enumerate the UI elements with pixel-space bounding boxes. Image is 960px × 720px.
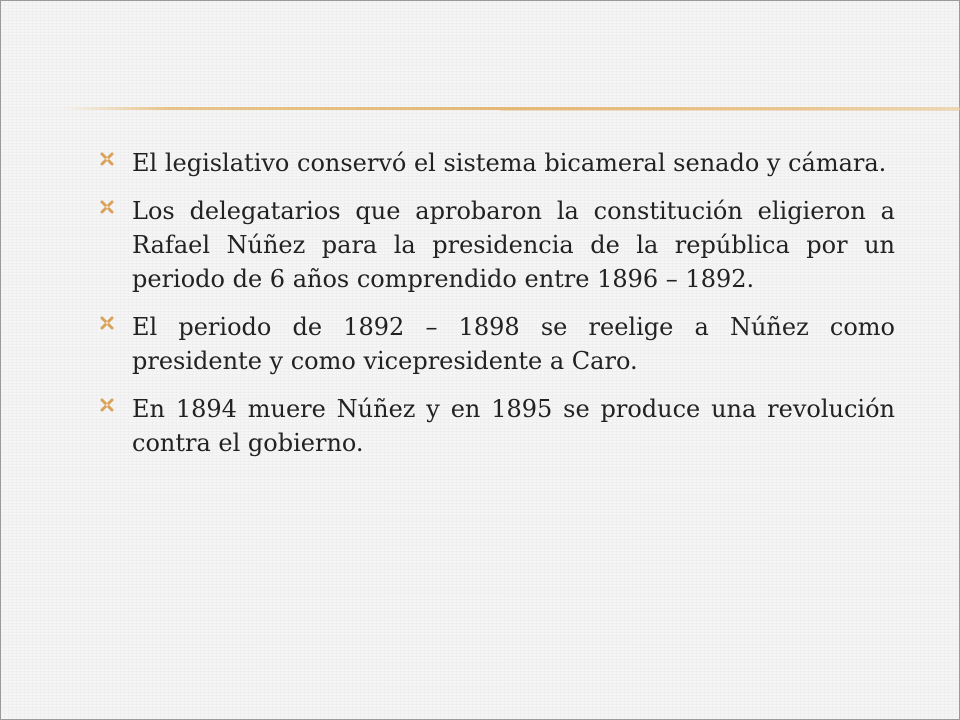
bullet-text: El periodo de 1892 – 1898 se reelige a Núñez como presidente y como vicepresidente a Caro.: [132, 313, 895, 375]
bullet-text: En 1894 muere Núñez y en 1895 se produce una revolución contra el gobierno.: [132, 395, 895, 457]
list-item: [100, 146, 895, 180]
x-cross-icon: [100, 316, 114, 330]
bullet-text: El legislativo conservó el sistema bicameral senado y cámara.: [132, 149, 887, 177]
list-item: [100, 310, 895, 378]
x-cross-icon: [100, 398, 114, 412]
list-item: [100, 392, 895, 460]
x-cross-icon: [100, 152, 114, 166]
bullet-list: [100, 146, 895, 474]
accent-divider-shadow: [500, 110, 960, 111]
bullet-text: Los delegatarios que aprobaron la constitución eligieron a Rafael Núñez para la presidencia de la república por un periodo de 6 años comprendido entre 1896 – 1892.: [132, 197, 895, 293]
x-cross-icon: [100, 200, 114, 214]
list-item: [100, 194, 895, 296]
